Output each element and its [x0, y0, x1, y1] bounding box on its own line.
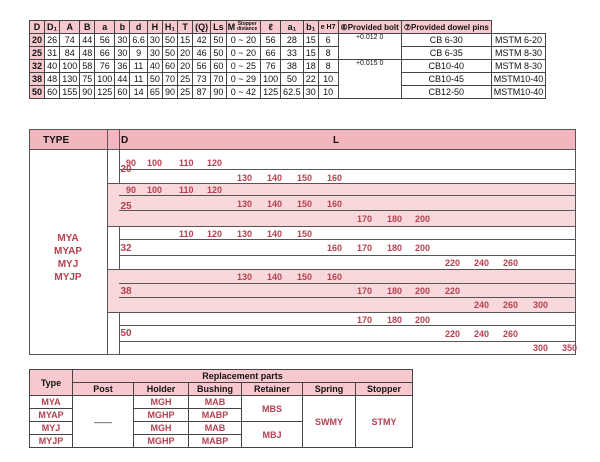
dim-cell: 87: [193, 86, 211, 99]
d38-divider-1: [119, 283, 576, 284]
dim-cell: 30: [115, 34, 130, 47]
d32-l-120: 120: [207, 229, 223, 239]
d32-l-220: 220: [445, 258, 461, 268]
type-header: TYPE: [43, 135, 70, 146]
dim-cell: 130: [60, 73, 80, 86]
d20-l-100: 100: [147, 158, 163, 168]
d25-l-90: 90: [126, 185, 137, 195]
dim-cell: CB12-50: [401, 86, 491, 99]
dim-cell: 125: [261, 86, 281, 99]
dim-cell: 60: [211, 60, 227, 73]
dim-cell: 66: [95, 47, 115, 60]
header-provided-dowel-pins: ⑦Provided dowel pins: [401, 21, 491, 34]
dim-cell: 31: [45, 47, 60, 60]
dim-cell: 15: [303, 34, 318, 47]
dim-cell-eh7: +0.015 0: [338, 60, 401, 99]
dim-cell: 50: [30, 86, 45, 99]
dim-cell: MSTM10-40: [491, 73, 546, 86]
dim-cell: 44: [80, 34, 95, 47]
dim-cell: CB 6-30: [401, 34, 491, 47]
dim-cell: 25: [178, 86, 193, 99]
dimension-table: [29, 20, 546, 99]
d50-l-170: 170: [357, 315, 373, 325]
type-MYJP: MYJP: [54, 272, 82, 283]
rep-bushing: MABP: [189, 435, 242, 448]
rep-type: MYJ: [30, 422, 73, 435]
header-A: A: [60, 21, 80, 34]
dim-cell: 0 ~ 25: [226, 60, 261, 73]
d50-l-220: 220: [445, 329, 461, 339]
d38-l-240: 240: [474, 300, 490, 310]
d50-divider-2: [119, 341, 576, 342]
header-H: H: [147, 21, 162, 34]
l-header: L: [333, 135, 340, 146]
dim-cell: 50: [211, 34, 227, 47]
type-header-cell: [29, 129, 576, 150]
d25-l-160: 160: [327, 199, 343, 209]
d20-l-90: 90: [126, 158, 137, 168]
rep-col-retainer: Retainer: [242, 383, 303, 396]
dim-cell: 25: [30, 47, 45, 60]
dim-cell: 10: [318, 86, 338, 99]
dim-cell: 20: [30, 34, 45, 47]
d25-divider-1: [119, 195, 576, 196]
dim-cell: 90: [162, 86, 177, 99]
header-l: ℓ: [261, 21, 281, 34]
dim-cell: CB10-40: [401, 60, 491, 73]
d32-l-260: 260: [503, 258, 519, 268]
rep-col-bushing: Bushing: [189, 383, 242, 396]
d50-l-180: 180: [387, 315, 403, 325]
d20-l-110: 110: [179, 158, 194, 168]
rep-post: ——: [73, 396, 134, 448]
dim-cell: 0 ~ 29: [226, 73, 261, 86]
d25-divider-2: [119, 210, 576, 211]
dim-cell: 75: [80, 73, 95, 86]
d25-l-150: 150: [297, 199, 313, 209]
dimension-row: [30, 60, 546, 73]
dim-cell: 100: [60, 60, 80, 73]
header-a1: a₁: [281, 21, 304, 34]
d20-l-130: 130: [237, 173, 253, 183]
rep-holder: MGHP: [134, 409, 189, 422]
dim-cell: 50: [162, 47, 177, 60]
header-H1: H₁: [162, 21, 177, 34]
dim-cell: 30: [303, 86, 318, 99]
header-B: B: [80, 21, 95, 34]
dim-cell: 26: [45, 34, 60, 47]
rep-type: MYJP: [30, 435, 73, 448]
type-MYA: MYA: [57, 233, 79, 244]
dim-cell: 6: [318, 34, 338, 47]
d38-l-300: 300: [533, 300, 549, 310]
dim-cell: 74: [60, 34, 80, 47]
dim-cell: 60: [45, 86, 60, 99]
header-d: d: [130, 21, 148, 34]
d20-label: 20: [120, 164, 132, 175]
header-M: [226, 21, 261, 34]
rep-col-stopper: Stopper: [356, 383, 413, 396]
dim-cell: 76: [261, 60, 281, 73]
header-b1: b₁: [303, 21, 318, 34]
dim-cell: 40: [147, 60, 162, 73]
d20-divider: [119, 169, 576, 170]
d25-l-180: 180: [387, 214, 403, 224]
dim-cell: 46: [193, 47, 211, 60]
rep-holder: MGHP: [134, 435, 189, 448]
dim-cell: 15: [303, 47, 318, 60]
rep-bushing: MAB: [189, 422, 242, 435]
d32-l-150: 150: [297, 229, 313, 239]
d38-l-150: 150: [297, 272, 313, 282]
dim-cell: 18: [303, 60, 318, 73]
d25-l-140: 140: [267, 199, 283, 209]
dim-cell: 25: [178, 73, 193, 86]
d38-l-180: 180: [387, 286, 403, 296]
rep-retainer: MBJ: [242, 422, 303, 448]
dimension-header-row: [30, 21, 546, 34]
d25-l-170: 170: [357, 214, 373, 224]
dimension-row: [30, 73, 546, 86]
d25-l-200: 200: [415, 214, 431, 224]
d50-l-300: 300: [533, 343, 549, 353]
header-Ls: Ls: [211, 21, 227, 34]
d50-l-350: 350: [562, 343, 578, 353]
dim-cell: CB10-45: [401, 73, 491, 86]
dim-cell: 22: [303, 73, 318, 86]
dim-cell: 11: [130, 73, 148, 86]
d32-l-200: 200: [415, 243, 431, 253]
dim-cell: 84: [60, 47, 80, 60]
header-D1: D₁: [45, 21, 60, 34]
d38-l-160: 160: [327, 272, 343, 282]
dim-cell: 62.5: [281, 86, 304, 99]
d50-l-260: 260: [503, 329, 519, 339]
dim-cell: MSTM 6-20: [491, 34, 546, 47]
rep-retainer: MBS: [242, 396, 303, 422]
dim-cell: 70: [211, 73, 227, 86]
rep-stopper: STMY: [356, 396, 413, 448]
d38-l-220: 220: [445, 286, 461, 296]
rep-col-post: Post: [73, 383, 134, 396]
rep-holder: MGH: [134, 396, 189, 409]
d50-divider-1: [119, 325, 576, 326]
dim-cell: 20: [178, 60, 193, 73]
header-b: b: [115, 21, 130, 34]
dim-cell: 8: [318, 60, 338, 73]
d25-l-130: 130: [237, 199, 253, 209]
dim-cell: 8: [318, 47, 338, 60]
header-M-letter: M: [227, 21, 236, 32]
dimension-row: [30, 86, 546, 99]
type-MYJ: MYJ: [57, 259, 79, 270]
d50-l-200: 200: [415, 315, 431, 325]
d-header: D: [121, 135, 129, 146]
d25-label: 25: [120, 201, 132, 212]
d32-l-240: 240: [474, 258, 490, 268]
dim-cell: CB 6-35: [401, 47, 491, 60]
d32-l-110: 110: [179, 229, 194, 239]
d25-l-120: 120: [207, 185, 223, 195]
d32-l-160: 160: [327, 243, 343, 253]
header-a: a: [95, 21, 115, 34]
d38-l-200: 200: [415, 286, 431, 296]
dim-cell: 33: [281, 47, 304, 60]
d32-l-180: 180: [387, 243, 403, 253]
dim-cell: 14: [130, 86, 148, 99]
dim-cell: MSTM10-40: [491, 86, 546, 99]
dim-cell: 30: [147, 34, 162, 47]
d38-divider-2: [119, 297, 576, 298]
dim-cell: 42: [193, 34, 211, 47]
d38-l-130: 130: [237, 272, 253, 282]
length-table: [29, 129, 576, 355]
dim-cell: 36: [115, 60, 130, 73]
d20-l-120: 120: [207, 158, 223, 168]
d38-l-260: 260: [503, 300, 519, 310]
rep-holder: MGH: [134, 422, 189, 435]
d32-label: 32: [120, 243, 132, 254]
dim-cell: 48: [45, 73, 60, 86]
d32-l-130: 130: [237, 229, 253, 239]
dim-cell: 38: [281, 60, 304, 73]
header-stopper-distance: Stopper distance: [236, 21, 258, 33]
dim-cell: 56: [193, 60, 211, 73]
header-eH7: e H7: [318, 21, 338, 34]
dim-cell: 60: [162, 60, 177, 73]
d25-l-110: 110: [179, 185, 194, 195]
rep-type: MYA: [30, 396, 73, 409]
d50-l-240: 240: [474, 329, 490, 339]
d25-l-100: 100: [147, 185, 163, 195]
rep-row-MYA: [30, 396, 413, 409]
rep-col-holder: Holder: [134, 383, 189, 396]
d38-label: 38: [120, 286, 132, 297]
rep-col-spring: Spring: [303, 383, 356, 396]
rep-bushing: MABP: [189, 409, 242, 422]
dim-cell: 76: [95, 60, 115, 73]
dim-cell: 58: [80, 60, 95, 73]
rep-spring: SWMY: [303, 396, 356, 448]
dim-cell: 56: [95, 34, 115, 47]
header-provided-bolt: ⑥Provided bolt: [338, 21, 401, 34]
dim-cell: 50: [281, 73, 304, 86]
dim-cell: 10: [318, 73, 338, 86]
d32-divider-1: [119, 239, 576, 240]
dim-cell: 0 ~ 42: [226, 86, 261, 99]
dim-cell: 6.6: [130, 34, 148, 47]
dim-cell: 9: [130, 47, 148, 60]
dim-cell: 125: [95, 86, 115, 99]
dim-cell: 48: [80, 47, 95, 60]
rep-type-header: Type: [30, 370, 73, 396]
rep-group-header: Replacement parts: [73, 370, 413, 383]
d32-divider-2: [119, 255, 576, 256]
dim-cell: 65: [147, 86, 162, 99]
dim-cell: 50: [147, 73, 162, 86]
dim-cell: MSTM 8-30: [491, 47, 546, 60]
dim-cell: 66: [261, 47, 281, 60]
d50-label: 50: [120, 328, 132, 339]
dim-cell: 15: [178, 34, 193, 47]
dim-cell: 44: [115, 73, 130, 86]
rep-bushing: MAB: [189, 396, 242, 409]
d20-l-150: 150: [297, 173, 313, 183]
d20-l-140: 140: [267, 173, 283, 183]
d38-l-170: 170: [357, 286, 373, 296]
dim-cell: 90: [211, 86, 227, 99]
header-D: D: [30, 21, 45, 34]
d38-l-140: 140: [267, 272, 283, 282]
dim-cell: 50: [162, 34, 177, 47]
header-Q: (Q): [193, 21, 211, 34]
header-T: T: [178, 21, 193, 34]
dim-cell-eh7: +0.012 0: [338, 34, 401, 60]
type-MYAP: MYAP: [54, 246, 82, 257]
dim-cell: 50: [211, 47, 227, 60]
dim-cell: 100: [95, 73, 115, 86]
dim-cell: 40: [45, 60, 60, 73]
dim-cell: MSTM 8-30: [491, 60, 546, 73]
dim-cell: 30: [115, 47, 130, 60]
dim-cell: 100: [261, 73, 281, 86]
dim-cell: 30: [147, 47, 162, 60]
dim-cell: 0 ~ 20: [226, 34, 261, 47]
d32-l-170: 170: [357, 243, 373, 253]
replacement-parts-table: [29, 369, 413, 448]
dim-cell: 155: [60, 86, 80, 99]
dim-cell: 11: [130, 60, 148, 73]
dim-cell: 90: [80, 86, 95, 99]
dim-cell: 20: [178, 47, 193, 60]
dim-cell: 38: [30, 73, 45, 86]
dim-cell: 70: [162, 73, 177, 86]
dim-cell: 73: [193, 73, 211, 86]
dim-cell: 28: [281, 34, 304, 47]
d32-l-140: 140: [267, 229, 283, 239]
dimension-row: [30, 47, 546, 60]
d20-l-160: 160: [327, 173, 343, 183]
dim-cell: 0 ~ 20: [226, 47, 261, 60]
rep-type: MYAP: [30, 409, 73, 422]
dim-cell: 56: [261, 34, 281, 47]
dim-cell: 32: [30, 60, 45, 73]
dimension-row: [30, 34, 546, 47]
dim-cell: 60: [115, 86, 130, 99]
